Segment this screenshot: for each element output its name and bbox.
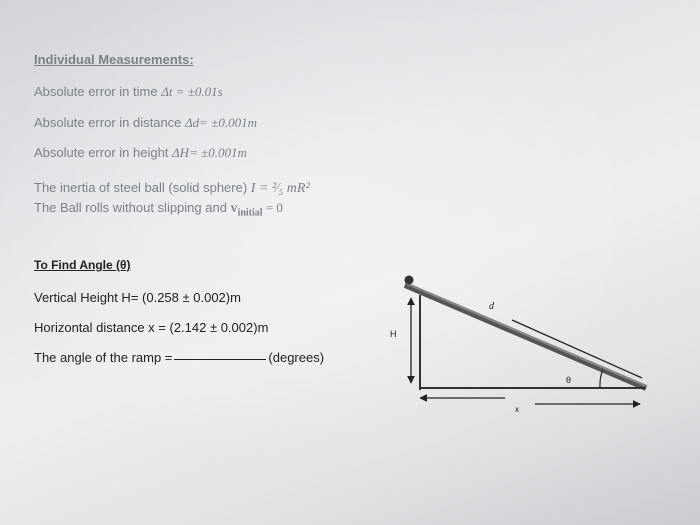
rolling-velocity: v — [230, 201, 238, 216]
section-title-measurements: Individual Measurements: — [34, 52, 194, 67]
inertia-formula: I = ²⁄₅ mR² — [250, 181, 310, 196]
label-d: d — [489, 301, 494, 312]
label-x: x — [515, 405, 519, 414]
steel-ball — [405, 276, 414, 285]
rolling-subscript: initial — [237, 207, 263, 219]
angle-arc — [600, 369, 603, 388]
distance-error-value: Δd= ±0.001m — [185, 115, 257, 130]
height-error-value: ΔH= ±0.001m — [172, 145, 247, 160]
distance-error-label: Absolute error in distance — [34, 115, 182, 130]
rolling-value: = 0 — [262, 200, 283, 215]
inertia-label: The inertia of steel ball (solid sphere) — [34, 180, 248, 195]
horizontal-distance-line: Horizontal distance x = (2.142 ± 0.002)m — [34, 320, 269, 335]
vertical-height-line: Vertical Height H= (0.258 ± 0.002)m — [34, 290, 241, 305]
label-theta: θ — [566, 375, 572, 385]
ramp-incline — [405, 285, 646, 388]
height-error-label: Absolute error in height — [34, 145, 169, 160]
label-H: H — [390, 329, 397, 339]
ramp-highlight — [405, 283, 646, 386]
rolling-label: The Ball rolls without slipping and — [34, 200, 227, 215]
ramp-angle-prefix: The angle of the ramp = — [34, 350, 173, 365]
find-angle-title: To Find Angle (θ) — [34, 258, 131, 272]
distance-arrow — [512, 320, 642, 378]
time-error-label: Absolute error in time — [34, 84, 158, 99]
ramp-angle-suffix: (degrees) — [268, 350, 325, 365]
time-error-value: Δt = ±0.01s — [161, 84, 223, 99]
